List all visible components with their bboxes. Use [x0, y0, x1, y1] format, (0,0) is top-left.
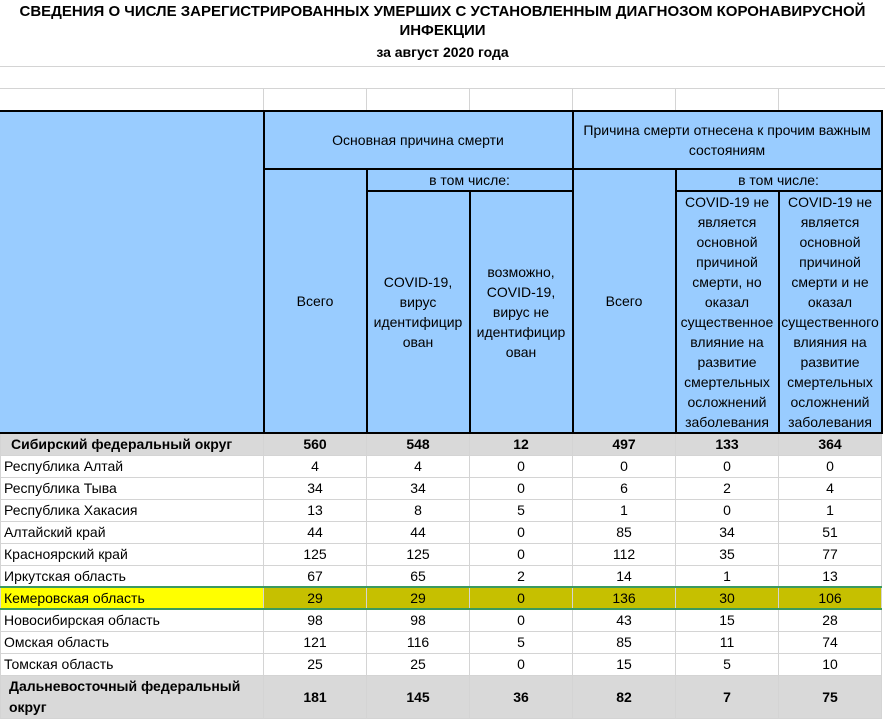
- covid-identified-value: 145: [367, 675, 470, 718]
- header-including-main: в том числе:: [367, 169, 573, 191]
- covid-identified-value: 4: [367, 455, 470, 477]
- region-name: Сибирский федеральный округ: [1, 433, 264, 455]
- header-total-main: Всего: [264, 169, 367, 433]
- grid-line: [0, 66, 885, 67]
- header-including-other: в том числе:: [676, 169, 882, 191]
- covid-not-significant-value: 4: [779, 477, 882, 499]
- covid-identified-value: 25: [367, 653, 470, 675]
- grid-line: [366, 88, 367, 110]
- header-total-other: Всего: [573, 169, 676, 433]
- grid-line: [675, 88, 676, 110]
- total-main-value: 44: [264, 521, 367, 543]
- covid-significant-value: 0: [676, 499, 779, 521]
- table-row: [1, 521, 882, 543]
- covid-significant-value: 30: [676, 587, 779, 609]
- covid-not-significant-value: 106: [779, 587, 882, 609]
- table-row: [1, 631, 882, 653]
- table-row: [1, 653, 882, 675]
- covid-possible-value: 5: [470, 499, 573, 521]
- total-other-value: 85: [573, 521, 676, 543]
- region-name: Новосибирская область: [1, 609, 264, 631]
- grid-line: [0, 88, 885, 89]
- covid-not-significant-value: 0: [779, 455, 882, 477]
- region-name: Алтайский край: [1, 521, 264, 543]
- report-title: СВЕДЕНИЯ О ЧИСЛЕ ЗАРЕГИСТРИРОВАННЫХ УМЕРШИХ С УСТАНОВЛЕННЫМ ДИАГНОЗОМ КОРОНАВИРУСНОЙ ИНФЕКЦИИ: [19, 3, 866, 39]
- covid-not-significant-value: 1: [779, 499, 882, 521]
- total-main-value: 121: [264, 631, 367, 653]
- covid-possible-value: 5: [470, 631, 573, 653]
- covid-identified-value: 29: [367, 587, 470, 609]
- header-covid-significant: COVID-19 не является основной причиной смерти, но оказал существенное влияние на развитие смертельных осложнений заболевания: [676, 191, 779, 433]
- covid-identified-value: 125: [367, 543, 470, 565]
- covid-significant-value: 35: [676, 543, 779, 565]
- covid-significant-value: 2: [676, 477, 779, 499]
- covid-significant-value: 0: [676, 455, 779, 477]
- covid-possible-value: 0: [470, 609, 573, 631]
- table-row: [1, 543, 882, 565]
- grid-line: [778, 88, 779, 110]
- covid-identified-value: 548: [367, 433, 470, 455]
- total-main-value: 25: [264, 653, 367, 675]
- covid-not-significant-value: 51: [779, 521, 882, 543]
- covid-significant-value: 11: [676, 631, 779, 653]
- total-other-value: 1: [573, 499, 676, 521]
- covid-identified-value: 8: [367, 499, 470, 521]
- total-main-value: 34: [264, 477, 367, 499]
- table-row: [1, 499, 882, 521]
- covid-identified-value: 34: [367, 477, 470, 499]
- total-main-value: 98: [264, 609, 367, 631]
- covid-significant-value: 15: [676, 609, 779, 631]
- covid-possible-value: 0: [470, 477, 573, 499]
- total-other-value: 82: [573, 675, 676, 718]
- total-other-value: 497: [573, 433, 676, 455]
- total-other-value: 6: [573, 477, 676, 499]
- covid-identified-value: 44: [367, 521, 470, 543]
- covid-possible-value: 0: [470, 543, 573, 565]
- covid-significant-value: 5: [676, 653, 779, 675]
- region-name: Красноярский край: [1, 543, 264, 565]
- covid-possible-value: 12: [470, 433, 573, 455]
- region-name: Томская область: [1, 653, 264, 675]
- covid-possible-value: 0: [470, 521, 573, 543]
- header-other-cause: Причина смерти отнесена к прочим важным состояниям: [573, 111, 882, 169]
- report-subtitle: за август 2020 года: [376, 44, 509, 60]
- table-row: [1, 565, 882, 587]
- header-covid-not-significant: COVID-19 не является основной причиной смерти и не оказал существенного влияния на развитие смертельных осложнений заболевания: [779, 191, 882, 433]
- covid-not-significant-value: 10: [779, 653, 882, 675]
- region-name: Омская область: [1, 631, 264, 653]
- total-main-value: 4: [264, 455, 367, 477]
- total-other-value: 14: [573, 565, 676, 587]
- covid-possible-value: 2: [470, 565, 573, 587]
- covid-possible-value: 0: [470, 587, 573, 609]
- covid-not-significant-value: 13: [779, 565, 882, 587]
- covid-not-significant-value: 75: [779, 675, 882, 718]
- total-other-value: 85: [573, 631, 676, 653]
- total-other-value: 15: [573, 653, 676, 675]
- header-region-cell: [1, 111, 264, 433]
- region-name: Дальневосточный федеральный округ: [1, 675, 264, 718]
- grid-line: [572, 88, 573, 110]
- region-name: Республика Алтай: [1, 455, 264, 477]
- region-name: Иркутская область: [1, 565, 264, 587]
- header-main-cause: Основная причина смерти: [264, 111, 573, 169]
- covid-significant-value: 133: [676, 433, 779, 455]
- covid-significant-value: 34: [676, 521, 779, 543]
- covid-not-significant-value: 364: [779, 433, 882, 455]
- total-other-value: 112: [573, 543, 676, 565]
- header-covid-identified: COVID-19, вирус идентифицир ован: [367, 191, 470, 433]
- table-row: [1, 609, 882, 631]
- grid-line: [469, 88, 470, 110]
- covid-possible-value: 36: [470, 675, 573, 718]
- total-other-value: 43: [573, 609, 676, 631]
- total-other-value: 0: [573, 455, 676, 477]
- covid-not-significant-value: 28: [779, 609, 882, 631]
- total-main-value: 67: [264, 565, 367, 587]
- table-row: [1, 455, 882, 477]
- grid-line: [263, 88, 264, 110]
- covid-identified-value: 116: [367, 631, 470, 653]
- covid-identified-value: 98: [367, 609, 470, 631]
- region-name: Республика Тыва: [1, 477, 264, 499]
- table-row-highlighted: [1, 587, 882, 609]
- covid-significant-value: 7: [676, 675, 779, 718]
- table-row: [1, 433, 882, 455]
- total-other-value: 136: [573, 587, 676, 609]
- covid-not-significant-value: 77: [779, 543, 882, 565]
- table-row: [1, 477, 882, 499]
- covid-significant-value: 1: [676, 565, 779, 587]
- region-name: Республика Хакасия: [1, 499, 264, 521]
- table-row: [1, 675, 882, 718]
- header-covid-possible: возможно, COVID-19, вирус не идентифицир ован: [470, 191, 573, 433]
- total-main-value: 560: [264, 433, 367, 455]
- deaths-table: [0, 110, 883, 719]
- total-main-value: 29: [264, 587, 367, 609]
- covid-possible-value: 0: [470, 455, 573, 477]
- total-main-value: 125: [264, 543, 367, 565]
- covid-identified-value: 65: [367, 565, 470, 587]
- total-main-value: 181: [264, 675, 367, 718]
- region-name: Кемеровская область: [1, 587, 264, 609]
- total-main-value: 13: [264, 499, 367, 521]
- covid-not-significant-value: 74: [779, 631, 882, 653]
- covid-possible-value: 0: [470, 653, 573, 675]
